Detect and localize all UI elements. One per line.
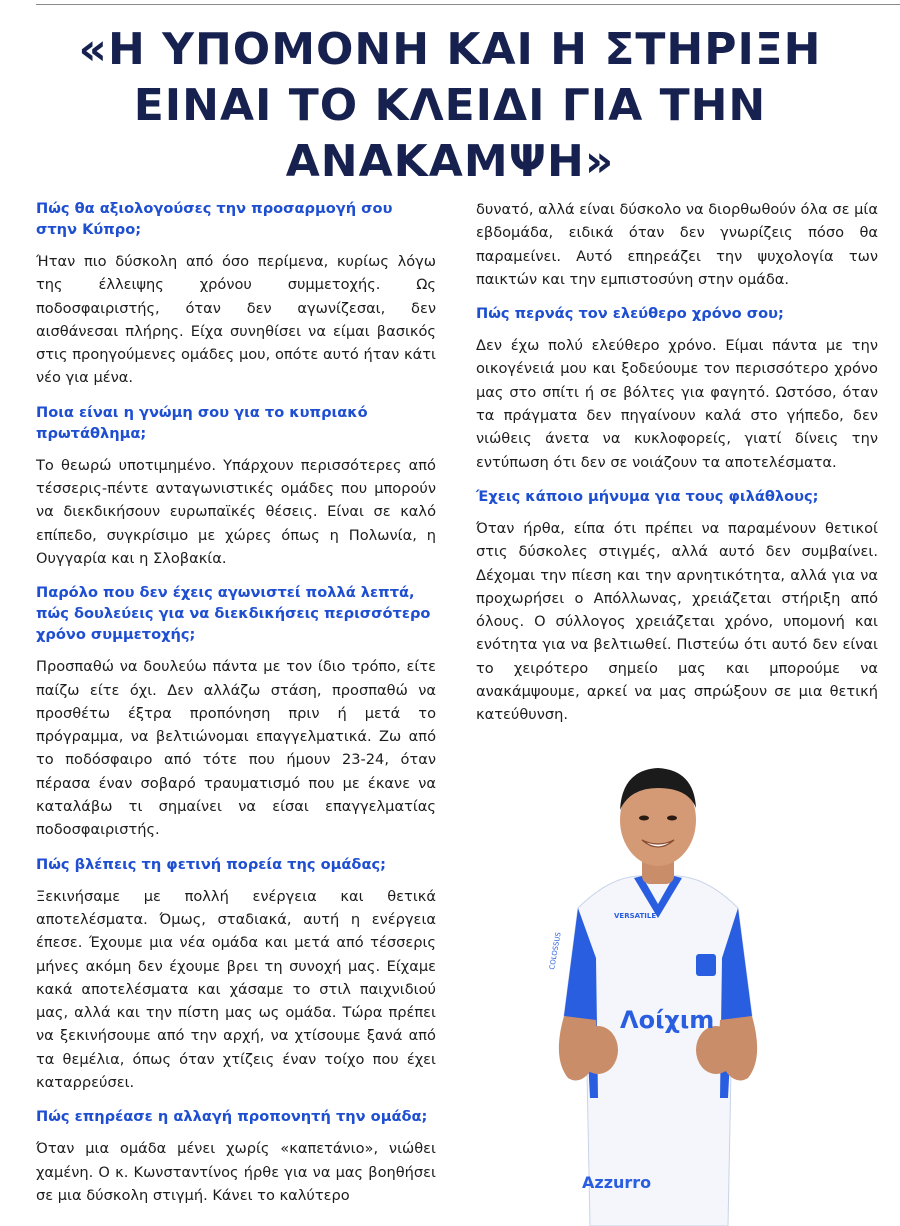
collar-text: COLOSSUS [548,931,563,971]
sleeve-text: Azzurro [582,1173,652,1192]
answer: δυνατό, αλλά είναι δύσκολο να διορθωθούν όλα σε μία εβδομάδα, ειδικά όταν δεν γνωρίζεις πόσο θα παραμείνει. Αυτό επηρεάζει την ψυχολογία των παικτών και την εμπιστοσύνη στην ομάδα. [476,201,878,288]
question: Πώς θα αξιολογούσες την προσαρμογή σου στην Κύπρο; [36,200,393,238]
answer: Ήταν πιο δύσκολη από όσο περίμενα, κυρίως λόγω της έλλειψης χρόνου συμμετοχής. Ως ποδοσφαιριστής, όταν δεν αγωνίζεσαι, δεν αισθάνεσαι πλήρης. Είχα συνηθίσει να είμαι βασικός στις προηγούμενες ομάδες μου, οπότε αυτό ήταν κάτι νέο για μένα. [36,253,436,387]
sponsor-text: Λοίχιm [620,1006,715,1034]
answer: Όταν μια ομάδα μένει χωρίς «καπετάνιο», νιώθει χαμένη. Ο κ. Κωνσταντίνος ήρθε για να μας βοηθήσει σε μια δύσκολη στιγμή. Κάνει το καλύτερο [36,1140,436,1204]
badge-text: VERSATILE [614,912,657,920]
answer: Όταν ήρθα, είπα ότι πρέπει να παραμένουν θετικοί στις δύσκολες στιγμές, αλλά αυτό δεν συμβαίνει. Δέχομαι την πίεση και την αρνητικότητα, αλλά για να προχωρήσει ο Απόλλωνας, χρειάζεται στήριξη από όλους. Ο σύλλογος χρειάζεται χρόνο, υπομονή και ενότητα για να βελτιωθεί. Πιστεύω ότι αυτό δεν είναι το χειρότερο σημείο μας και μπορούμε να ανακάμψουμε, αρκεί να μας σπρώξουν σε μια θετική κατεύθυνση. [476,519,878,724]
headline: «Η ΥΠΟΜΟΝΗ ΚΑΙ Η ΣΤΗΡΙΞΗ ΕΙΝΑΙ ΤΟ ΚΛΕΙΔΙ ΓΙΑ ΤΗΝ ΑΝΑΚΑΜΨΗ» [78,24,822,187]
answer: Το θεωρώ υποτιμημένο. Υπάρχουν περισσότερες από τέσσερις-πέντε ανταγωνιστικές ομάδες που μπορούν να διεκδικήσουν ευρωπαϊκές θέσεις. Είναι σε καλό επίπεδο, συγκρίσιμο με χώρες όπως η Πολωνία, η Ουγγαρία και η Σλοβακία. [36,456,436,567]
top-rule [36,4,900,5]
fist-left [578,1026,618,1074]
question: Ποια είναι η γνώμη σου για το κυπριακό πρωτάθλημα; [36,403,368,442]
answer: Δεν έχω πολύ ελεύθερο χρόνο. Είμαι πάντα με την οικογένειά μου και ξοδεύουμε τον περισσότερο χρόνο μας στο σπίτι ή σε βόλτες για φαγητό. Ωστόσο, όταν τα πράγματα δεν πηγαίνουν καλά στο γήπεδο, δεν νιώθεις άνετα να κυκλοφορείς, γιατί δίνεις την εντύπωση ότι δεν σε νοιάζουν τα αποτελέσματα. [476,337,878,471]
answer: Ξεκινήσαμε με πολλή ενέργεια και θετικά αποτελέσματα. Όμως, σταδιακά, αυτή η ενέργεια έπεσε. Έχουμε μια νέα ομάδα και μετά από τέσσερις μήνες ακόμη δεν έχουμε βρει τη συνοχή μας. Είχαμε κακά αποτελέσματα και χάσαμε το στιλ παιχνιδιού μας, αλλά και την πίστη μας ως ομάδα. Τώρα πρέπει να ξεκινήσουμε από την αρχή, να χτίσουμε ξανά από τα θεμέλια, όπως όταν χτίζεις έναν τοίχο που έχει καταρρεύσει. [36,887,436,1092]
eye-right [667,816,677,821]
question: Παρόλο που δεν έχεις αγωνιστεί πολλά λεπτά, πώς δουλεύεις για να διεκδικήσεις περισσότερο χρόνο συμμετοχής; [36,584,431,644]
eye-left [639,816,649,821]
player-photo [538,758,778,1226]
question: Έχεις κάποιο μήνυμα για τους φιλάθλους; [476,487,819,505]
crest [696,954,716,976]
question: Πώς περνάς τον ελεύθερο χρόνο σου; [476,305,784,323]
left-column [36,198,436,1219]
question: Πώς βλέπεις τη φετινή πορεία της ομάδας; [36,855,386,873]
question: Πώς επηρέασε η αλλαγή προπονητή την ομάδα; [36,1108,428,1126]
answer: Προσπαθώ να δουλεύω πάντα με τον ίδιο τρόπο, είτε παίζω είτε όχι. Δεν αλλάζω στάση, προσπαθώ να προσθέτω έξτρα προπόνηση πριν ή μετά το πρόγραμμα, να βελτιώνομαι επαγγελματικά. Ζω από το ποδόσφαιρο από τότε που ήμουν 23-24, όταν πέρασα έναν σοβαρό τραυματισμό που με έκανε να καταλάβω τι σημαίνει να είσαι επαγγελματίας ποδοσφαιριστής. [36,658,436,839]
right-column [476,198,878,739]
